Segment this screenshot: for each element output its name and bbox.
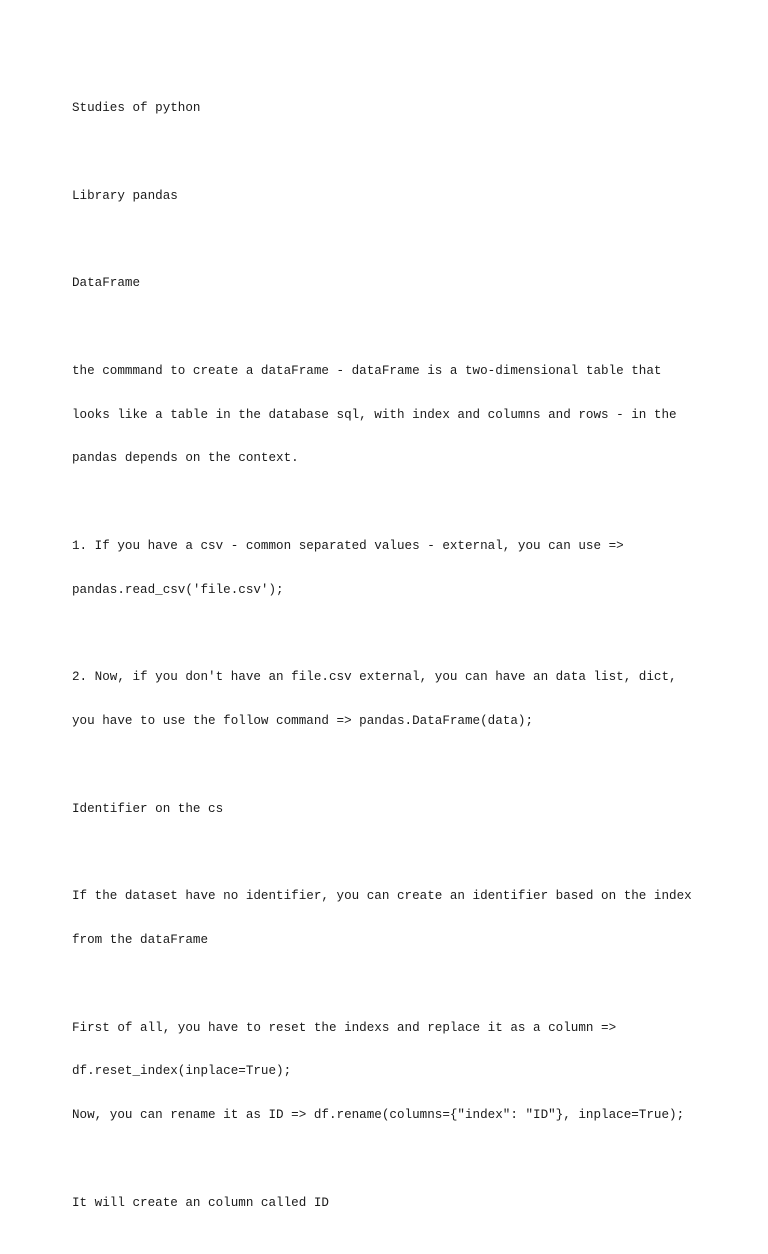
text-line: you have to use the follow command => pandas.DataFrame(data);	[72, 714, 534, 729]
paragraph-read-csv	[72, 510, 712, 627]
text-line: DataFrame	[72, 276, 141, 291]
document-body	[72, 72, 712, 1254]
text-line: pandas.read_csv('file.csv');	[72, 582, 284, 597]
text-line: Studies of python	[72, 101, 201, 116]
paragraph-identifier-description	[72, 860, 712, 977]
paragraph-dataframe-description	[72, 335, 712, 496]
text-line: 1. If you have a csv - common separated values - external, you can use =>	[72, 539, 624, 553]
heading-library	[72, 160, 712, 233]
text-line: Library pandas	[72, 188, 178, 203]
heading-identifier	[72, 773, 712, 846]
heading-studies	[72, 72, 712, 145]
text-line: from the dataFrame	[72, 933, 209, 948]
text-line: 2. Now, if you don't have an file.csv external, you can have an data list, dict,	[72, 670, 677, 685]
paragraph-dataframe-constructor	[72, 641, 712, 758]
text-line: df.reset_index(inplace=True);	[72, 1064, 292, 1079]
text-line: It will create an column called ID	[72, 1195, 329, 1210]
text-line: Now, you can rename it as ID => df.rename(columns={"index": "ID"}, inplace=True);	[72, 1108, 685, 1123]
text-line: Identifier on the cs	[72, 801, 224, 816]
text-line: First of all, you have to reset the indexs and replace it as a column =>	[72, 1020, 617, 1035]
paragraph-conclusion	[72, 1167, 712, 1240]
text-line: looks like a table in the database sql, with index and columns and rows - in the	[72, 407, 677, 422]
text-line: pandas depends on the context.	[72, 451, 299, 466]
text-line: If the dataset have no identifier, you can create an identifier based on the index	[72, 889, 692, 904]
paragraph-reset-rename	[72, 991, 712, 1152]
heading-dataframe	[72, 247, 712, 320]
text-line: the commmand to create a dataFrame - dataFrame is a two-dimensional table that	[72, 363, 662, 378]
